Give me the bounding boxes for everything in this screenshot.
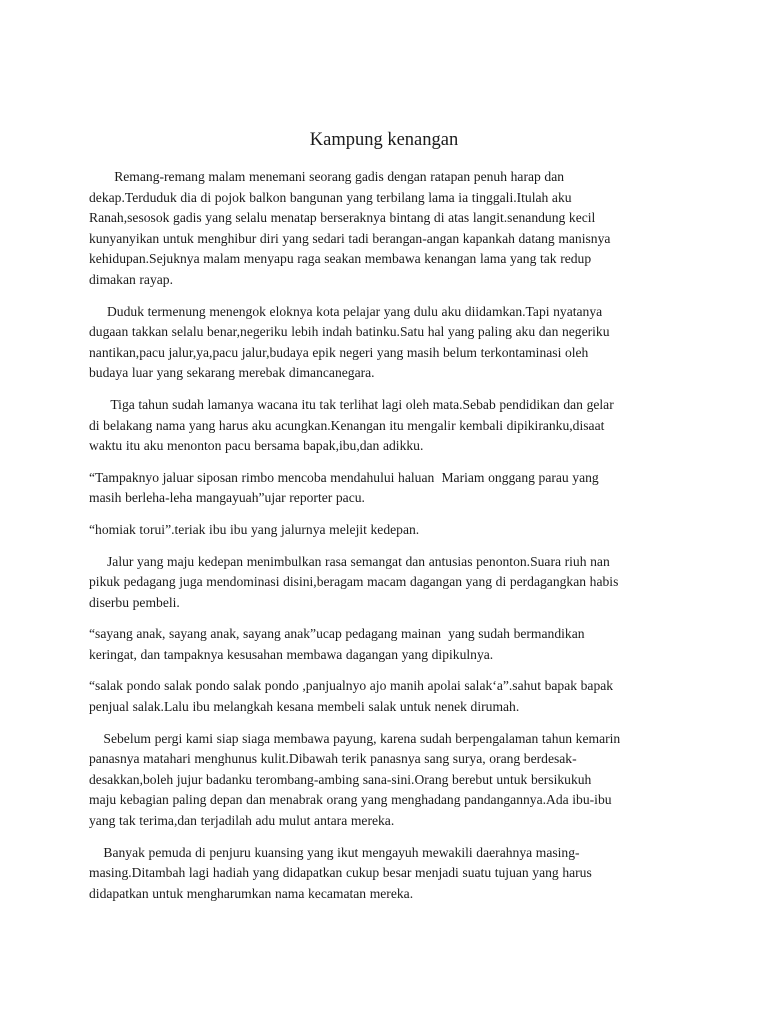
paragraph-line: Jalur yang maju kedepan menimbulkan rasa semangat dan antusias penonton.Suara riuh nan xyxy=(89,553,610,569)
document-title: Kampung kenangan xyxy=(309,130,459,150)
paragraph-line: waktu itu aku menonton pacu bersama bapak,ibu,dan adikku. xyxy=(89,438,424,454)
paragraph-line: pikuk pedagang juga mendominasi disini,beragam macam dagangan yang di perdagangkan habis xyxy=(89,574,619,590)
paragraph xyxy=(89,552,679,614)
paragraph-line: masing.Ditambah lagi hadiah yang didapatkan cukup besar menjadi suatu tujuan yang harus xyxy=(89,865,592,881)
paragraph-line: di belakang nama yang harus aku acungkan.Kenangan itu mengalir kembali dipikiranku,disaat xyxy=(89,417,605,433)
document-page xyxy=(89,128,679,915)
paragraph xyxy=(89,468,679,509)
paragraph xyxy=(89,520,679,541)
paragraph-line: kehidupan.Sejuknya malam menyapu raga seakan membawa kenangan lama yang tak redup xyxy=(89,251,592,267)
paragraph xyxy=(89,167,679,291)
paragraph-line: dekap.Terduduk dia di pojok balkon bangunan yang terbilang lama ia tinggali.Itulah aku xyxy=(89,189,572,205)
paragraph-line: Banyak pemuda di penjuru kuansing yang ikut mengayuh mewakili daerahnya masing- xyxy=(89,844,580,860)
paragraph-line: keringat, dan tampaknya kesusahan membawa dagangan yang dipikulnya. xyxy=(89,646,494,662)
paragraph-line: desakkan,boleh jujur badanku terombang-ambing sana-sini.Orang berebut untuk bersikukuh xyxy=(89,771,592,787)
paragraph-line: budaya luar yang sekarang merebak dimancanegara. xyxy=(89,365,375,381)
paragraph xyxy=(89,843,679,905)
paragraph-line: didapatkan untuk mengharumkan nama kecamatan mereka. xyxy=(89,885,414,901)
document-body xyxy=(89,167,679,904)
paragraph-line: dimakan rayap. xyxy=(89,271,173,287)
paragraph-line: nantikan,pacu jalur,ya,pacu jalur,budaya epik negeri yang masih belum terkontaminasi oleh xyxy=(89,344,589,360)
paragraph-line: Sebelum pergi kami siap siaga membawa payung, karena sudah berpengalaman tahun kemarin xyxy=(89,730,621,746)
paragraph-line: diserbu pembeli. xyxy=(89,594,180,610)
paragraph-line: Duduk termenung menengok eloknya kota pelajar yang dulu aku diidamkan.Tapi nyatanya xyxy=(89,303,603,319)
paragraph-line: masih berleha-leha mangayuah”ujar reporter pacu. xyxy=(89,490,365,506)
paragraph-line: “sayang anak, sayang anak, sayang anak”ucap pedagang mainan yang sudah bermandikan xyxy=(89,626,585,642)
paragraph-line: dugaan takkan selalu benar,negeriku lebih indah batinku.Satu hal yang paling aku dan negeriku xyxy=(89,324,610,340)
paragraph xyxy=(89,302,679,384)
paragraph-line: penjual salak.Lalu ibu melangkah kesana membeli salak untuk nenek dirumah. xyxy=(89,699,520,715)
paragraph-line: “homiak torui”.teriak ibu ibu yang jalurnya melejit kedepan. xyxy=(89,521,420,537)
paragraph-line: Remang-remang malam menemani seorang gadis dengan ratapan penuh harap dan xyxy=(89,169,565,184)
paragraph xyxy=(89,676,679,717)
paragraph xyxy=(89,624,679,665)
paragraph-line: “salak pondo salak pondo salak pondo ,panjualnyo ajo manih apolai salak‘a”.sahut bapak bapak xyxy=(89,678,614,694)
paragraph-line: Ranah,sesosok gadis yang selalu menatap berseraknya bintang di atas langit.senandung kecil xyxy=(89,210,596,226)
paragraph-line: kunyanyikan untuk menghibur diri yang sedari tadi berangan-angan kapankah datang manisnya xyxy=(89,230,611,246)
paragraph-line: “Tampaknyo jaluar siposan rimbo mencoba mendahului haluan Mariam onggang parau yang xyxy=(89,469,599,485)
paragraph-line: panasnya matahari menghunus kulit.Dibawah terik panasnya sang surya, orang berdesak- xyxy=(89,751,577,767)
paragraph-line: Tiga tahun sudah lamanya wacana itu tak terlihat lagi oleh mata.Sebab pendidikan dan gelar xyxy=(89,396,614,412)
paragraph-line: yang tak terima,dan terjadilah adu mulut antara mereka. xyxy=(89,813,395,829)
paragraph-line: maju kebagian paling depan dan menabrak orang yang menghadang pandangannya.Ada ibu-ibu xyxy=(89,792,612,808)
paragraph xyxy=(89,729,679,832)
paragraph xyxy=(89,395,679,457)
